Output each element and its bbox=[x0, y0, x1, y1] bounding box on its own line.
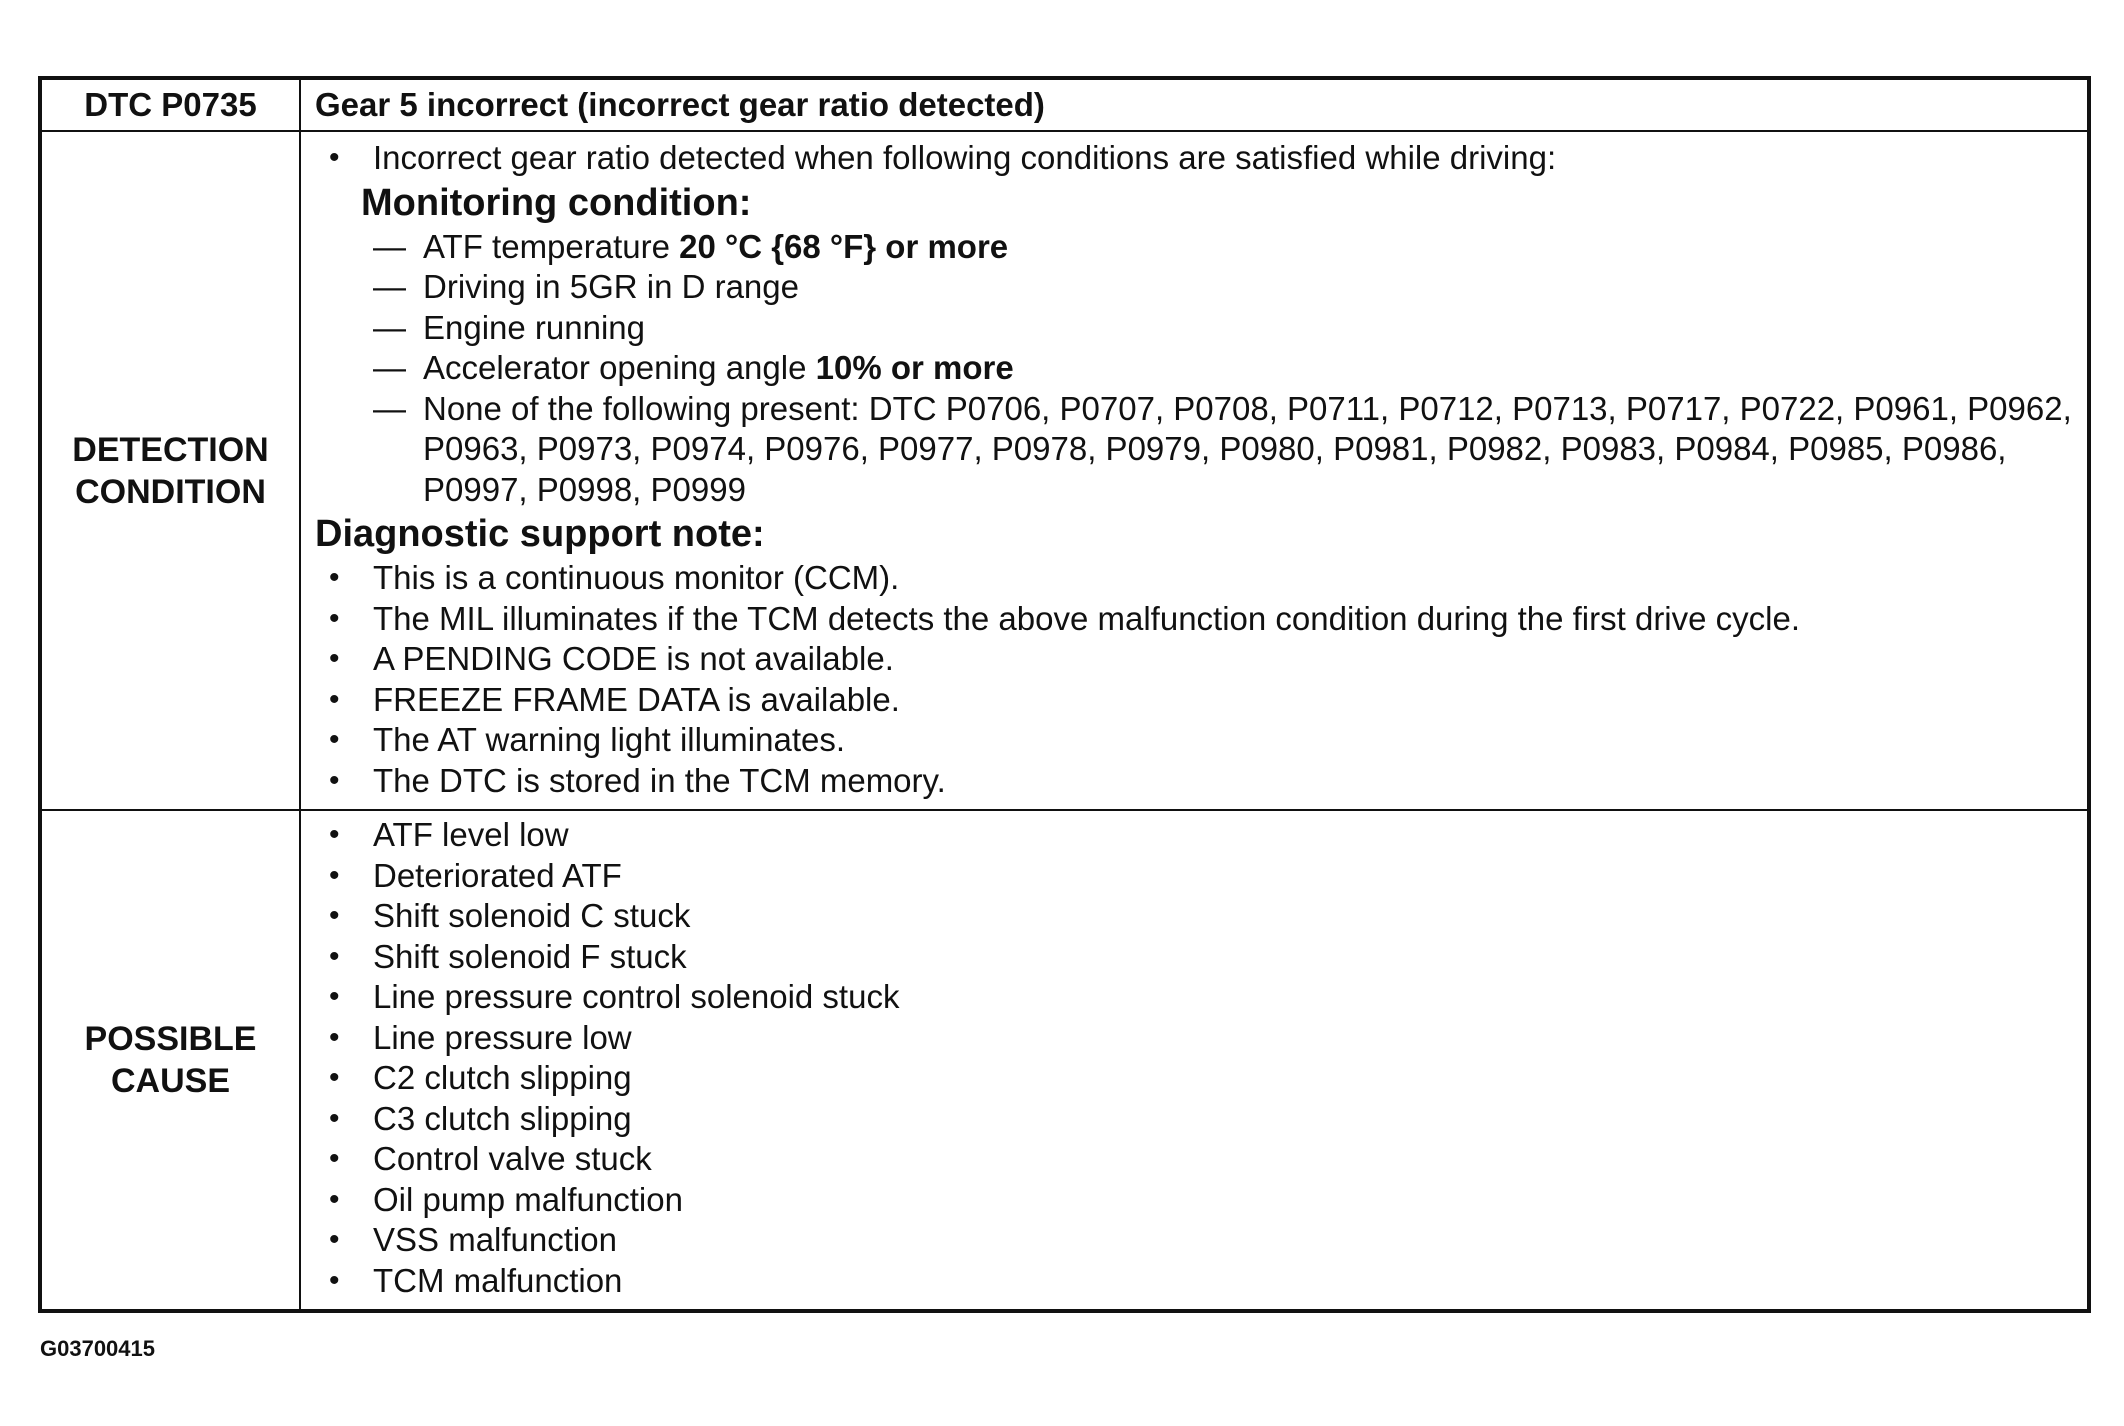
possible-cause-item: • VSS malfunction bbox=[315, 1220, 2073, 1261]
possible-cause-item: • C2 clutch slipping bbox=[315, 1058, 2073, 1099]
possible-cause-item: • Control valve stuck bbox=[315, 1139, 2073, 1180]
support-note-item: • The AT warning light illuminates. bbox=[315, 720, 2073, 761]
condition-text: Accelerator opening angle bbox=[423, 349, 816, 386]
detection-label-line1: DETECTION bbox=[72, 430, 269, 469]
monitoring-condition-item bbox=[373, 348, 2073, 389]
monitoring-condition-item bbox=[373, 227, 2073, 268]
condition-text: Driving in 5GR in D range bbox=[423, 268, 799, 305]
possible-cause-item: • Deteriorated ATF bbox=[315, 856, 2073, 897]
detection-row bbox=[40, 131, 2089, 810]
monitoring-conditions-list bbox=[315, 227, 2073, 511]
figure-id: G03700415 bbox=[40, 1336, 155, 1361]
condition-threshold: 10% or more bbox=[815, 349, 1014, 386]
detection-label bbox=[40, 131, 300, 810]
possible-cause-item: • Shift solenoid F stuck bbox=[315, 937, 2073, 978]
support-note-item: • A PENDING CODE is not available. bbox=[315, 639, 2073, 680]
monitoring-condition-item bbox=[373, 267, 2073, 308]
support-note-item: • The MIL illuminates if the TCM detects the above malfunction condition during the first drive cycle. bbox=[315, 599, 2073, 640]
condition-threshold: 20 °C {68 °F} or more bbox=[679, 227, 1009, 265]
possible-cause-list bbox=[315, 815, 2073, 1301]
cause-label-line1: POSSIBLE bbox=[84, 1020, 257, 1058]
cause-row bbox=[40, 810, 2089, 1311]
monitoring-heading: Monitoring condition: bbox=[361, 181, 752, 224]
intro-list bbox=[315, 138, 2073, 179]
detection-label-line2: CONDITION bbox=[75, 472, 266, 511]
support-note-item: • The DTC is stored in the TCM memory. bbox=[315, 761, 2073, 802]
header-row bbox=[40, 78, 2089, 131]
cause-label-line2: CAUSE bbox=[110, 1062, 231, 1100]
dtc-code: DTC P0735 bbox=[40, 78, 300, 131]
detection-content bbox=[300, 131, 2089, 810]
support-note-item: • This is a continuous monitor (CCM). bbox=[315, 558, 2073, 599]
intro-item: • Incorrect gear ratio detected when following conditions are satisfied while driving: bbox=[315, 138, 2073, 179]
monitoring-condition-item bbox=[373, 308, 2073, 349]
support-note-item: • FREEZE FRAME DATA is available. bbox=[315, 680, 2073, 721]
condition-text: Engine running bbox=[423, 308, 646, 346]
support-heading: Diagnostic support note: bbox=[315, 513, 765, 555]
possible-cause-item: • Shift solenoid C stuck bbox=[315, 896, 2073, 937]
dtc-table bbox=[38, 76, 2091, 1313]
possible-cause-item: • ATF level low bbox=[315, 815, 2073, 856]
condition-text: None of the following present: DTC P0706, P0707, P0708, P0711, P0712, P0713, P0717, P0722, P0961, P0962, P0963, P0973, P0974, P0976, P0977, P0978, P0979, P0980, P0981, P0982, P0983, P0984, P0985, P0986, P0997, P0998, P0999 bbox=[423, 389, 2072, 508]
cause-label bbox=[40, 810, 300, 1311]
cause-content bbox=[300, 810, 2089, 1311]
possible-cause-item: • TCM malfunction bbox=[315, 1261, 2073, 1302]
support-notes-list bbox=[315, 558, 2073, 801]
possible-cause-item: • Line pressure low bbox=[315, 1018, 2073, 1059]
dtc-title: Gear 5 incorrect (incorrect gear ratio detected) bbox=[300, 78, 2089, 131]
possible-cause-item: • C3 clutch slipping bbox=[315, 1099, 2073, 1140]
possible-cause-item: • Oil pump malfunction bbox=[315, 1180, 2073, 1221]
monitoring-condition-item bbox=[373, 389, 2073, 511]
condition-text: ATF temperature bbox=[423, 227, 680, 265]
possible-cause-item: • Line pressure control solenoid stuck bbox=[315, 977, 2073, 1018]
